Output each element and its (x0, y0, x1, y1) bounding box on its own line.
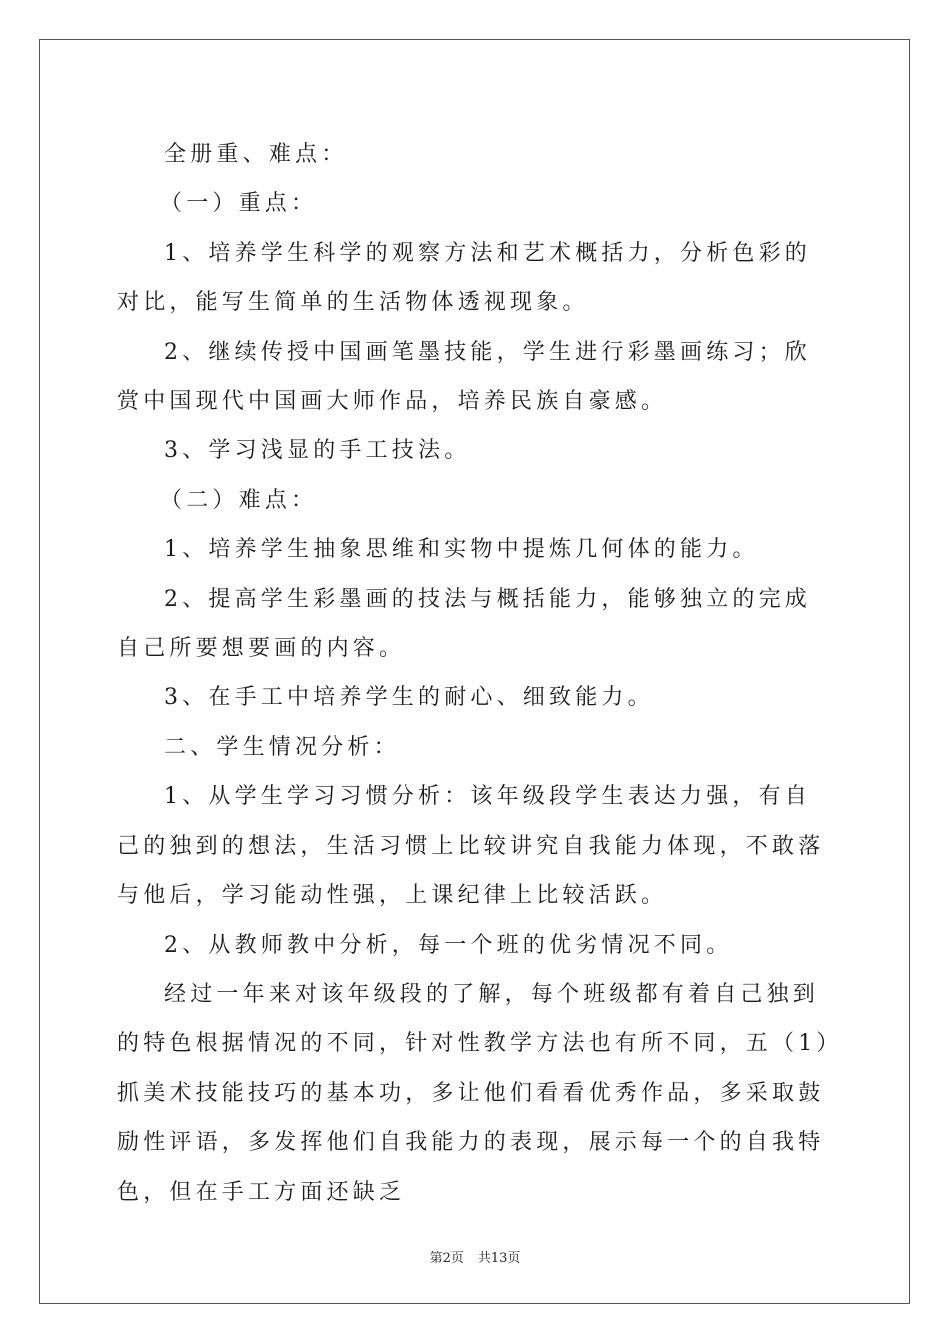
paragraph: 经过一年来对该年级段的了解，每个班级都有着自己独到的特色根据情况的不同，针对性教学方法也有所不同，五（1）抓美术技能技巧的基本功，多让他们看看优秀作品，多采取鼓励性评语，多发挥他们自我能力的表现，展示每一个的自我特色，但在手工方面还缺乏 (117, 981, 832, 1205)
section-heading: 全册重、难点： (164, 142, 348, 167)
paragraph: 1、培养学生抽象思维和实物中提炼几何体的能力。 (164, 537, 759, 563)
paragraph: 2、从教师教中分析，每一个班的优劣情况不同。 (164, 932, 733, 958)
paragraph: 2、提高学生彩墨画的技法与概括能力，能够独立的完成自己所要想要画的内容。 (117, 586, 811, 662)
subsection-heading-key-points: （一）重点： (160, 191, 318, 217)
paragraph: 1、从学生学习习惯分析：该年级段学生表达力强，有自己的独到的想法，生活习惯上比较讲究自我能力体现，不敢落与他后，学习能动性强，上课纪律上比较活跃。 (117, 784, 825, 909)
section-heading-student-analysis: 二、学生情况分析： (164, 734, 400, 760)
subsection-heading-difficulties: （二）难点： (160, 487, 318, 513)
paragraph: 3、学习浅显的手工技法。 (164, 438, 471, 464)
paragraph: 3、在手工中培养学生的耐心、细致能力。 (164, 685, 654, 711)
paragraph: 2、继续传授中国画笔墨技能，学生进行彩墨画练习；欣赏中国现代中国画大师作品，培养民族自豪感。 (117, 339, 811, 415)
page-number: 第2页 (429, 1251, 464, 1266)
document-body (117, 130, 835, 1217)
page-footer (0, 1247, 950, 1266)
page-total: 共13页 (477, 1251, 521, 1266)
paragraph: 1、培养学生科学的观察方法和艺术概括力，分析色彩的对比，能写生简单的生活物体透视现象。 (117, 240, 811, 316)
